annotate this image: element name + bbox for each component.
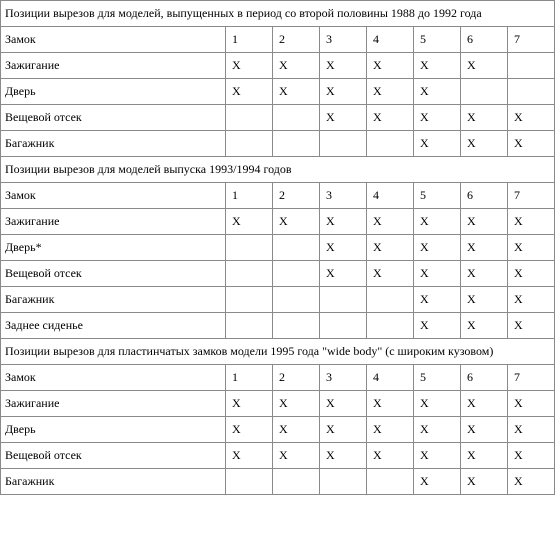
position-cell-1: 1	[226, 183, 273, 209]
row-label: Зажигание	[1, 53, 226, 79]
position-cell-1: 1	[226, 365, 273, 391]
table-row	[1, 27, 555, 53]
position-cell-6: X	[461, 53, 508, 79]
position-cell-3: 3	[320, 27, 367, 53]
position-cell-5: X	[414, 313, 461, 339]
position-cell-3: X	[320, 235, 367, 261]
position-cell-6: X	[461, 287, 508, 313]
position-cell-5: X	[414, 261, 461, 287]
row-label: Вещевой отсек	[1, 443, 226, 469]
row-label: Зажигание	[1, 391, 226, 417]
table-row	[1, 131, 555, 157]
table-row	[1, 365, 555, 391]
position-cell-3: X	[320, 391, 367, 417]
position-cell-2	[273, 131, 320, 157]
position-cell-2	[273, 105, 320, 131]
section-title: Позиции вырезов для моделей выпуска 1993/1994 годов	[1, 157, 555, 183]
position-cell-3: 3	[320, 365, 367, 391]
position-cell-4: X	[367, 261, 414, 287]
table-row	[1, 391, 555, 417]
position-cell-2: X	[273, 209, 320, 235]
position-cell-3: X	[320, 209, 367, 235]
position-cell-3	[320, 131, 367, 157]
row-label: Вещевой отсек	[1, 261, 226, 287]
position-cell-4: X	[367, 443, 414, 469]
position-cell-2	[273, 313, 320, 339]
position-cell-3	[320, 313, 367, 339]
position-cell-5: X	[414, 443, 461, 469]
position-cell-6: 6	[461, 183, 508, 209]
position-cell-1	[226, 469, 273, 495]
row-label: Багажник	[1, 287, 226, 313]
position-cell-4: X	[367, 235, 414, 261]
position-cell-2	[273, 261, 320, 287]
position-cell-7: X	[508, 131, 555, 157]
position-cell-3	[320, 287, 367, 313]
position-cell-1: X	[226, 391, 273, 417]
position-cell-4	[367, 469, 414, 495]
position-cell-7: X	[508, 391, 555, 417]
position-cell-4: 4	[367, 365, 414, 391]
position-cell-1	[226, 287, 273, 313]
position-cell-5: X	[414, 53, 461, 79]
position-cell-7: 7	[508, 27, 555, 53]
table-row	[1, 417, 555, 443]
table-row	[1, 53, 555, 79]
position-cell-3: X	[320, 261, 367, 287]
position-cell-5: X	[414, 469, 461, 495]
position-cell-5: X	[414, 209, 461, 235]
position-cell-6: X	[461, 209, 508, 235]
position-cell-4: 4	[367, 27, 414, 53]
table-row	[1, 469, 555, 495]
section-title-row	[1, 339, 555, 365]
table-row	[1, 443, 555, 469]
position-cell-3: X	[320, 105, 367, 131]
position-cell-7: X	[508, 469, 555, 495]
position-cell-2	[273, 287, 320, 313]
position-cell-4: X	[367, 105, 414, 131]
position-cell-4: X	[367, 53, 414, 79]
position-cell-5: 5	[414, 27, 461, 53]
position-cell-7: X	[508, 235, 555, 261]
row-label: Багажник	[1, 131, 226, 157]
position-cell-3	[320, 469, 367, 495]
position-cell-6: X	[461, 261, 508, 287]
position-cell-4	[367, 287, 414, 313]
position-cell-6: X	[461, 391, 508, 417]
table-row	[1, 209, 555, 235]
position-cell-3: X	[320, 53, 367, 79]
position-cell-6: X	[461, 469, 508, 495]
position-cell-4: X	[367, 79, 414, 105]
position-cell-6: 6	[461, 27, 508, 53]
position-cell-1	[226, 261, 273, 287]
row-label: Дверь	[1, 79, 226, 105]
row-label: Зажигание	[1, 209, 226, 235]
position-cell-6: X	[461, 417, 508, 443]
position-cell-4: X	[367, 391, 414, 417]
position-cell-1: 1	[226, 27, 273, 53]
position-cell-2	[273, 235, 320, 261]
row-label: Багажник	[1, 469, 226, 495]
row-label: Дверь	[1, 417, 226, 443]
position-cell-6: X	[461, 105, 508, 131]
position-cell-5: 5	[414, 365, 461, 391]
position-cell-3: X	[320, 79, 367, 105]
position-cell-5: X	[414, 287, 461, 313]
row-label: Дверь*	[1, 235, 226, 261]
position-cell-7	[508, 53, 555, 79]
position-cell-6	[461, 79, 508, 105]
position-cell-6: X	[461, 443, 508, 469]
position-cell-1: X	[226, 209, 273, 235]
position-cell-2: 2	[273, 183, 320, 209]
position-cell-2: X	[273, 53, 320, 79]
position-cell-4: 4	[367, 183, 414, 209]
position-cell-1	[226, 131, 273, 157]
position-cell-5: X	[414, 79, 461, 105]
position-cell-1	[226, 105, 273, 131]
position-cell-7: X	[508, 209, 555, 235]
position-cell-7	[508, 79, 555, 105]
position-cell-7: X	[508, 105, 555, 131]
position-cell-6: X	[461, 235, 508, 261]
table-row	[1, 105, 555, 131]
row-label: Вещевой отсек	[1, 105, 226, 131]
position-cell-4	[367, 131, 414, 157]
row-label: Заднее сиденье	[1, 313, 226, 339]
section-title: Позиции вырезов для моделей, выпущенных в период со второй половины 1988 до 1992 года	[1, 1, 555, 27]
position-cell-7: 7	[508, 365, 555, 391]
position-cell-2: X	[273, 391, 320, 417]
table-row	[1, 313, 555, 339]
position-cell-6: X	[461, 313, 508, 339]
position-cell-6: X	[461, 131, 508, 157]
position-cell-5: 5	[414, 183, 461, 209]
table-row	[1, 235, 555, 261]
table-row	[1, 79, 555, 105]
position-cell-5: X	[414, 391, 461, 417]
section-title: Позиции вырезов для пластинчатых замков модели 1995 года "wide body" (с широким кузовом)	[1, 339, 555, 365]
position-cell-3: X	[320, 443, 367, 469]
position-cell-2	[273, 469, 320, 495]
row-label: Замок	[1, 365, 226, 391]
position-cell-5: X	[414, 235, 461, 261]
position-cell-4	[367, 313, 414, 339]
position-cell-4: X	[367, 417, 414, 443]
row-label: Замок	[1, 183, 226, 209]
position-cell-5: X	[414, 105, 461, 131]
position-cell-3: 3	[320, 183, 367, 209]
position-cell-5: X	[414, 131, 461, 157]
position-cell-7: X	[508, 287, 555, 313]
position-cell-1: X	[226, 417, 273, 443]
position-cell-7: X	[508, 313, 555, 339]
position-cell-7: X	[508, 417, 555, 443]
position-cell-7: 7	[508, 183, 555, 209]
position-cell-2: 2	[273, 27, 320, 53]
section-title-row	[1, 157, 555, 183]
position-cell-2: X	[273, 417, 320, 443]
section-title-row	[1, 1, 555, 27]
position-cell-1	[226, 235, 273, 261]
position-cell-1	[226, 313, 273, 339]
position-cell-5: X	[414, 417, 461, 443]
position-cell-2: 2	[273, 365, 320, 391]
position-cell-3: X	[320, 417, 367, 443]
table-row	[1, 183, 555, 209]
table-row	[1, 261, 555, 287]
position-cell-2: X	[273, 79, 320, 105]
position-cell-1: X	[226, 79, 273, 105]
position-cell-7: X	[508, 443, 555, 469]
table-body	[1, 1, 555, 495]
position-cell-1: X	[226, 443, 273, 469]
table-row	[1, 287, 555, 313]
position-cell-6: 6	[461, 365, 508, 391]
row-label: Замок	[1, 27, 226, 53]
position-cell-7: X	[508, 261, 555, 287]
position-cell-1: X	[226, 53, 273, 79]
position-cell-4: X	[367, 209, 414, 235]
position-cell-2: X	[273, 443, 320, 469]
